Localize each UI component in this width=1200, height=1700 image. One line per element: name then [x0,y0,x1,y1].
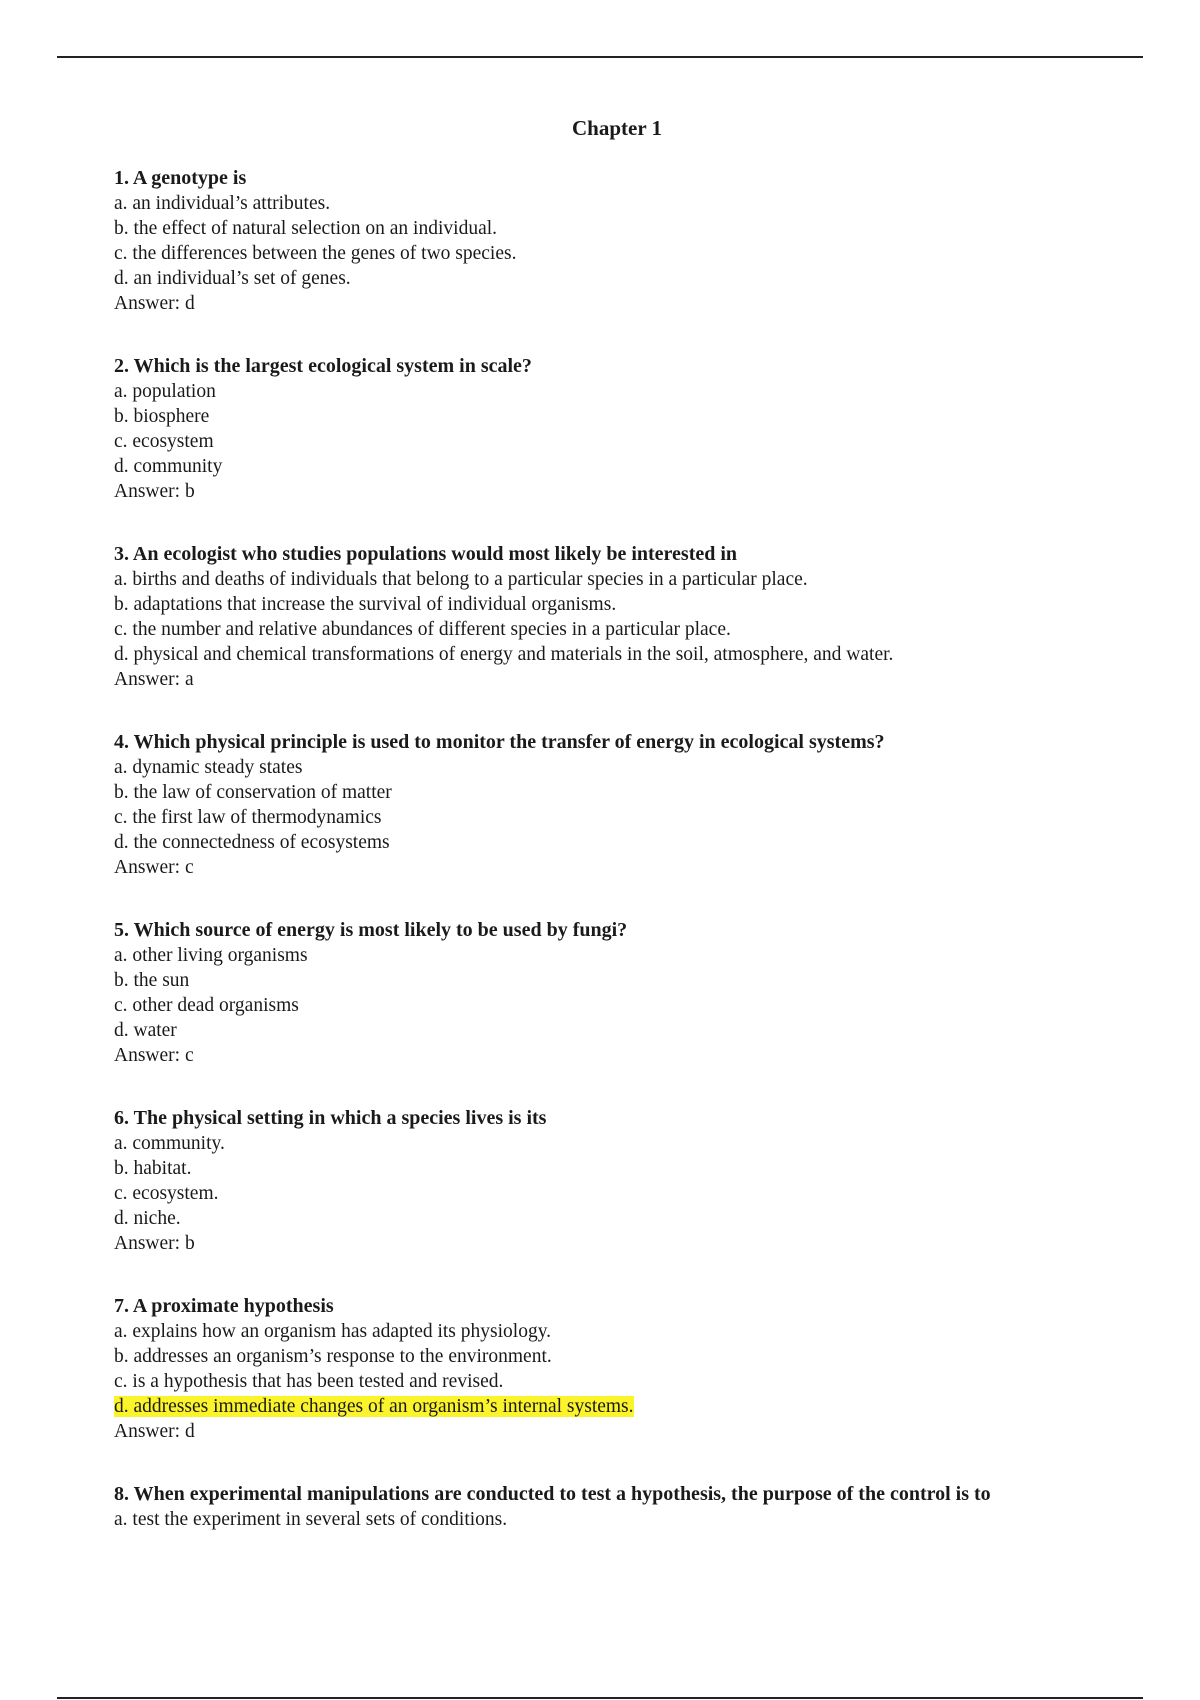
option-a: a. population [114,381,216,402]
option-d: d. the connectedness of ecosystems [114,832,390,853]
option-c: c. ecosystem. [114,1183,219,1204]
footer-rule [57,1697,1143,1699]
option-d: d. an individual’s set of genes. [114,268,351,289]
question-text: 5. Which source of energy is most likely to be used by fungi? [114,919,628,941]
option-d-highlighted [114,1394,1154,1419]
option-d: d. niche. [114,1208,181,1229]
option-b: b. addresses an organism’s response to the environment. [114,1346,552,1367]
option-c: c. the first law of thermodynamics [114,807,382,828]
option-a: a. community. [114,1133,225,1154]
question-text: 1. A genotype is [114,167,247,189]
option-c: c. is a hypothesis that has been tested and revised. [114,1371,504,1392]
answer-line: Answer: c [114,1045,194,1066]
option-c: c. the number and relative abundances of different species in a particular place. [114,619,731,640]
question-5 [114,918,1154,1068]
question-text: 7. A proximate hypothesis [114,1295,334,1317]
question-2 [114,354,1154,504]
question-text: 8. When experimental manipulations are conducted to test a hypothesis, the purpose of the control is to [114,1483,991,1505]
question-8 [114,1482,1154,1532]
option-b: b. habitat. [114,1158,192,1179]
option-a: a. an individual’s attributes. [114,193,331,214]
answer-line: Answer: b [114,481,195,502]
header-rule [57,56,1143,58]
option-c: c. other dead organisms [114,995,299,1016]
option-a: a. explains how an organism has adapted its physiology. [114,1321,552,1342]
option-a: a. births and deaths of individuals that belong to a particular species in a particular place. [114,569,808,590]
option-d: d. community [114,456,223,477]
question-text: 3. An ecologist who studies populations would most likely be interested in [114,543,738,565]
option-a: a. test the experiment in several sets of conditions. [114,1509,508,1530]
question-text: 6. The physical setting in which a species lives is its [114,1107,547,1129]
answer-line: Answer: a [114,669,194,690]
question-7 [114,1294,1154,1444]
option-c: c. the differences between the genes of two species. [114,243,517,264]
highlighted-text: d. addresses immediate changes of an organism’s internal systems. [114,1396,634,1417]
answer-line: Answer: d [114,293,195,314]
option-b: b. adaptations that increase the survival of individual organisms. [114,594,617,615]
question-text: 4. Which physical principle is used to monitor the transfer of energy in ecological systems? [114,731,885,753]
question-3 [114,542,1154,692]
chapter-title: Chapter 1 [571,116,663,140]
question-text: 2. Which is the largest ecological system in scale? [114,355,532,377]
question-6 [114,1106,1154,1256]
question-4 [114,730,1154,880]
question-1 [114,166,1154,316]
option-a: a. dynamic steady states [114,757,303,778]
answer-line: Answer: c [114,857,194,878]
option-b: b. the effect of natural selection on an individual. [114,218,498,239]
answer-line: Answer: d [114,1421,195,1442]
option-a: a. other living organisms [114,945,308,966]
question-list [114,166,1154,1570]
option-c: c. ecosystem [114,431,214,452]
option-b: b. the sun [114,970,190,991]
option-b: b. the law of conservation of matter [114,782,392,803]
answer-line: Answer: b [114,1233,195,1254]
option-d: d. water [114,1020,177,1041]
option-d: d. physical and chemical transformations of energy and materials in the soil, atmosphere, and water. [114,644,894,665]
option-b: b. biosphere [114,406,210,427]
